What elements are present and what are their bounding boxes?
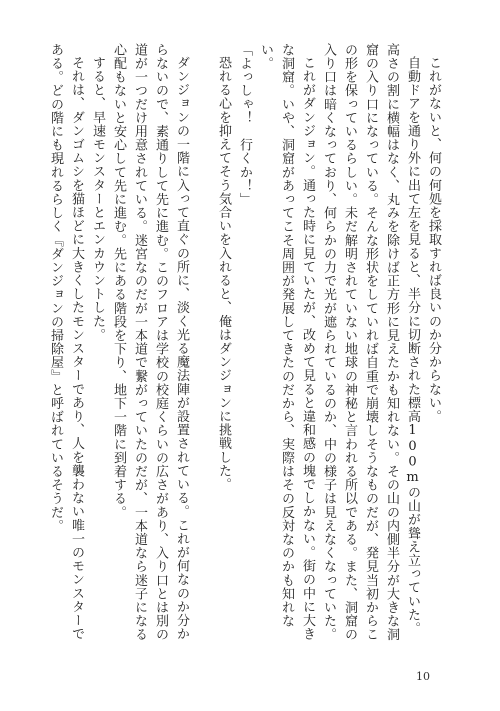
paragraph: これがないと、何の何処を採取すれば良いのか分からない。 [426,56,441,424]
page-number: 10 [416,670,430,683]
paragraph: それは、ダンゴムシを猫ほどに大きくしたモンスターであり、人を襲わない唯一のモンスターである。どの階にも現れるらしく『ダンジョンの掃除屋』と呼ばれているそうだ。 [48,43,84,641]
paragraph: これがダンジョン。通った時に見ていたが、改めて見ると違和感の塊でしかない。街の中に大きな洞窟。いや、洞窟があってこそ周囲が発展してきたのだから、実際はその反対なのかも知れない。 [258,43,315,641]
dialogue-line: 「よっしゃ！ 行くか！」 [237,43,252,207]
vertical-text-body [45,43,444,643]
paragraph: 自動ドアを通り外に出て左を見ると、半分に切断された標高100mの山が聳え立っていた。高さの割に横幅はなく、丸みを除けば正方形に見えたかも知れない。その山の内側半分が大きな洞窟の入り口になっている。そんな形状をしていれば自重で崩壊しそうなものだが、発見当初からこの形を保っているらしい。未だ解明されていない地球の神秘と言われる所以である。また、洞窟の入り口は暗くなっており、何らかの力で光が遮られているのか、中の様子は見えなくなっていた。 [321,43,420,642]
paragraph: 恐れる心を抑えてそう気合いを入れると、俺はダンジョンに挑戦した。 [216,56,231,492]
paragraph: ダンジョンの一階に入って直ぐの所に、淡く光る魔法陣が設置されている。これが何なのか分からないので、素通りして先に進む。このフロアは学校の校庭くらいの広さがあり、入り口とは別の道が一つだけ用意されている。迷宮なのだが一本道で繋がっていたのだが、一本道なら迷子になる心配もないと安心して先に進む。先にある階段を下り、地下一階に到着する。 [111,43,189,642]
paragraph: すると、早速モンスターとエンカウントした。 [90,56,105,342]
scene-break [192,43,213,643]
